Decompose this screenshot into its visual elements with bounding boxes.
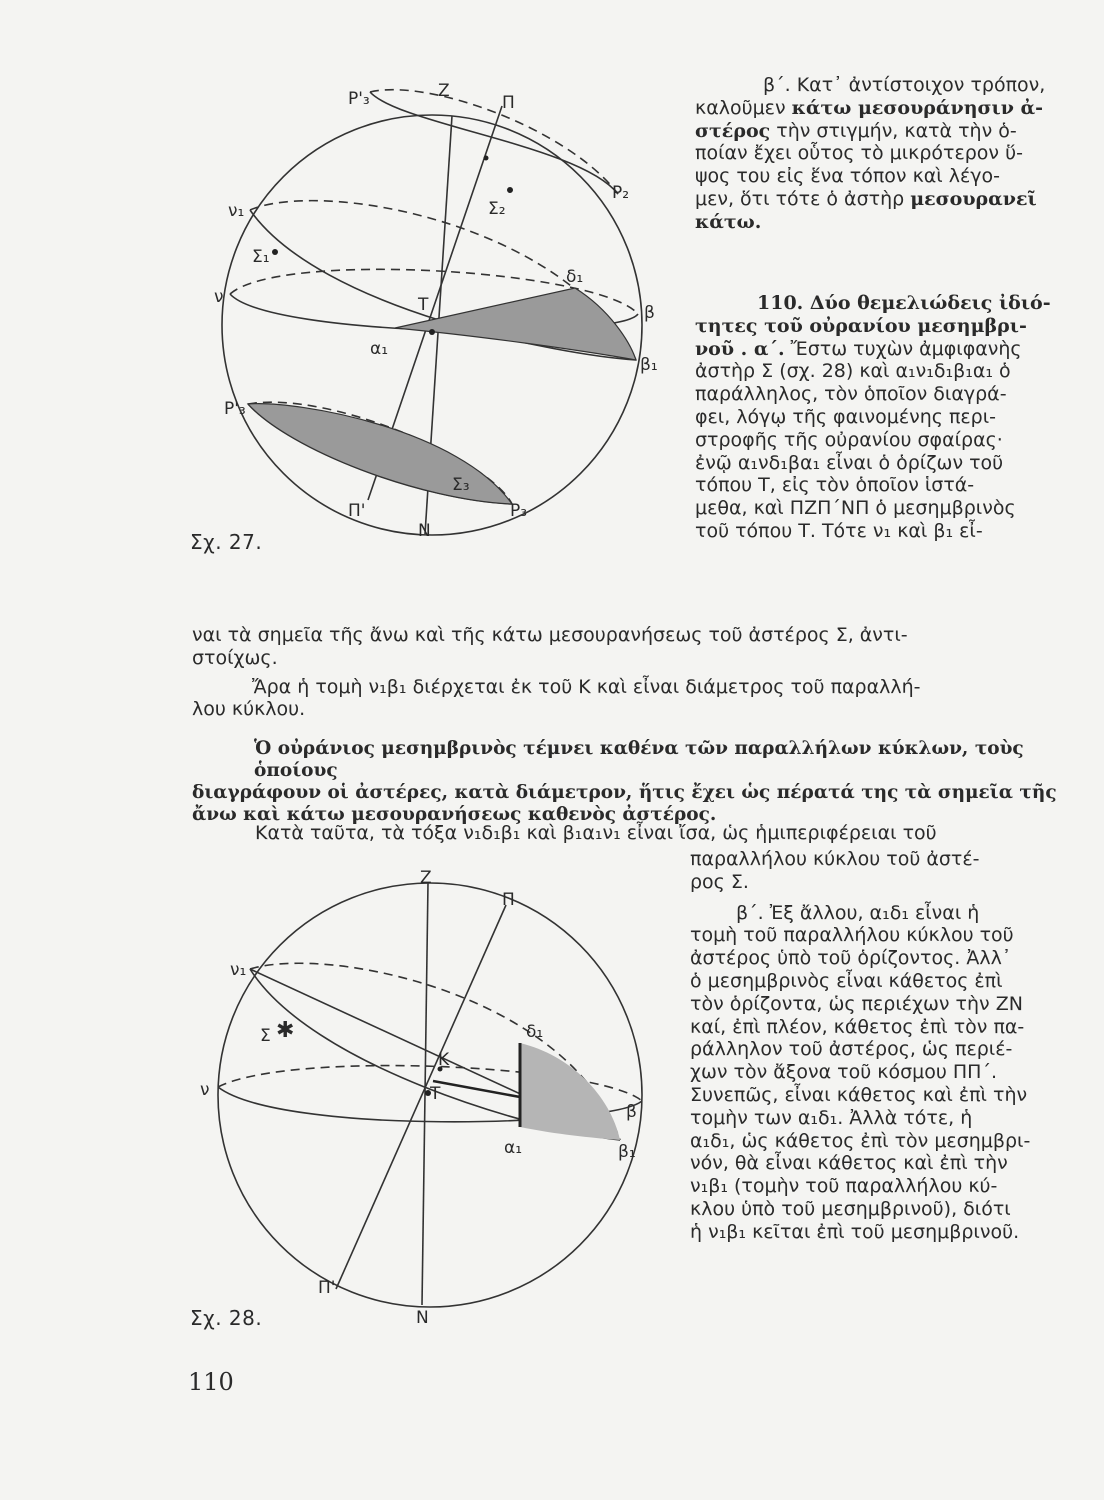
text-line: ναι τὰ σημεῖα τῆς ἄνω καὶ τῆς κάτω μεσουρανήσεως τοῦ ἀστέρος Σ, ἀντι- (192, 624, 908, 646)
section-heading: 110. Δύο θεμελιώδεις ἰδιό- (757, 292, 1051, 314)
text-line: λου κύκλου. (192, 698, 306, 721)
text-line: β΄. Κατ᾽ ἀντίστοιχον τρόπον, (763, 74, 1046, 96)
label-zenith: Z (438, 81, 450, 101)
label-delta1: δ₁ (526, 1022, 544, 1042)
text-line: ἡ ν₁β₁ κεῖται ἐπὶ τοῦ μεσημβρινοῦ. (690, 1220, 1020, 1243)
text-line: Συνεπῶς, εἶναι κάθετος καὶ ἐπὶ τὴν (690, 1083, 1028, 1106)
text-line: ἀστέρος ὑπὸ τοῦ ὁρίζοντος. Ἀλλ᾽ (690, 947, 1012, 970)
label-T: T (430, 1084, 441, 1104)
label-T: T (418, 295, 429, 315)
text-line: τομὴ τοῦ παραλλήλου κύκλου τοῦ (690, 924, 1014, 947)
label-beta: β (644, 303, 655, 323)
star-sigma2-dot (507, 187, 513, 193)
label-P3-prime-top: P'₃ (348, 89, 370, 109)
figure-27-caption: Σχ. 27. (190, 530, 263, 554)
paragraph-beta-perpendicular (690, 848, 1080, 1244)
world-axis (336, 905, 506, 1289)
page-number: 110 (188, 1368, 234, 1396)
label-K: K (438, 1050, 450, 1070)
label-P2: P₂ (612, 183, 630, 203)
label-pole: Π (502, 890, 515, 910)
label-sigma2: Σ₂ (488, 199, 506, 219)
text-line: ρος Σ. (690, 870, 749, 893)
text-line: ἀστὴρ Σ (σχ. 28) καὶ α₁ν₁δ₁β₁α₁ ὁ (695, 360, 1011, 383)
text-line: χων τὸν ἄξονα τοῦ κόσμου ΠΠ΄. (690, 1061, 997, 1084)
label-pole-prime: Π' (318, 1278, 336, 1298)
theorem-line: διαγράφουν οἱ ἀστέρες, κατὰ διάμετρον, ἥτις ἔχει ὡς πέρατά της τὰ σημεῖα τῆς (192, 782, 1057, 803)
text-line: φει, λόγῳ τῆς φαινομένης περι- (695, 405, 997, 428)
text-line: μεν, ὅτι τότε ὁ ἀστὴρ μεσουρανεῖ (695, 187, 1037, 210)
text-line: παράλληλος, τὸν ὁποῖον διαγρά- (695, 383, 1007, 406)
shaded-segment (520, 1043, 620, 1140)
text-line: νοῦ . α΄. Ἔστω τυχὼν ἀμφιφανὴς (695, 337, 1022, 360)
text-line: στέρος τὴν στιγμήν, κατὰ τὴν ὁ- (695, 119, 1017, 142)
parallel-sigma2-back (370, 90, 618, 194)
label-beta1: β₁ (640, 355, 658, 375)
paragraph-arcs-equal (255, 822, 1075, 845)
label-alpha1: α₁ (370, 339, 389, 359)
label-P3: P₃ (510, 501, 528, 521)
label-nu1: ν₁ (228, 201, 245, 221)
label-nu1: ν₁ (230, 960, 247, 980)
text-line: καλοῦμεν κάτω μεσουράνησιν ἀ- (695, 96, 1044, 119)
shaded-segment-delta1 (395, 288, 636, 360)
figure-28 (190, 865, 660, 1325)
label-sigma3: Σ₃ (452, 475, 470, 495)
star-sigma1-dot (272, 249, 278, 255)
figure-27-diagram (200, 70, 670, 550)
text-line: β΄. Ἐξ ἄλλου, α₁δ₁ εἶναι ἡ (736, 901, 980, 924)
text-line: στροφῆς τῆς οὐρανίου σφαίρας· (695, 428, 1003, 451)
text-line: νόν, θὰ εἶναι κάθετος καὶ ἐπὶ τὴν (690, 1152, 1008, 1175)
label-sigma-star: Σ (260, 1026, 271, 1046)
label-pole-prime: Π' (348, 501, 366, 521)
theorem-line: Ὁ οὐράνιος μεσημβρινὸς τέμνει καθένα τῶν παραλλήλων κύκλων, τοὺς ὁποίους (254, 738, 1024, 781)
text-line: στοίχως. (192, 646, 278, 669)
paragraph-beta-lower-culmination (695, 74, 1075, 234)
label-P3-prime: P'₃ (224, 399, 246, 419)
text-line: μεθα, καὶ ΠΖΠ΄ΝΠ ὁ μεσημβρινὸς (695, 497, 1016, 520)
label-pole: Π (502, 93, 515, 113)
label-nu: ν (214, 287, 224, 307)
star-sigma-asterisk: ✱ (276, 1018, 295, 1043)
theorem-statement (192, 738, 1072, 826)
label-beta1: β₁ (618, 1142, 636, 1162)
section-110 (695, 292, 1075, 543)
figure-28-diagram (190, 865, 660, 1325)
text-line: ν₁β₁ (τομὴν τοῦ παραλλήλου κύ- (690, 1175, 998, 1198)
label-sigma1: Σ₁ (252, 247, 270, 267)
text-line: τόπου Τ, εἰς τὸν ὁποῖον ἱστά- (695, 474, 975, 497)
text-line: α₁δ₁, ὡς κάθετος ἐπὶ τὸν μεσημβρι- (690, 1129, 1031, 1152)
label-delta1: δ₁ (566, 267, 584, 287)
label-nadir: N (416, 1308, 429, 1325)
text-line: κάτω. (695, 210, 762, 233)
section-heading: τητες τοῦ οὐρανίου μεσημβρι- (695, 314, 1027, 337)
text-line: τοῦ τόπου Τ. Τότε ν₁ καὶ β₁ εἶ- (695, 519, 983, 542)
text-line: ἐνῷ α₁νδ₁βα₁ εἶναι ὁ ὁρίζων τοῦ (695, 451, 1004, 474)
figure-27 (200, 70, 670, 550)
theorem-line: ἄνω καὶ κάτω μεσουρανήσεως καθενὸς ἀστέρος. (192, 804, 717, 825)
label-alpha1: α₁ (504, 1138, 523, 1158)
text-line: κλου ὑπὸ τοῦ μεσημβρινοῦ), διότι (690, 1197, 1011, 1220)
text-line: ψος του εἰς ἕνα τόπον καὶ λέγο- (695, 165, 1000, 188)
text-line: Κατὰ ταῦτα, τὰ τόξα ν₁δ₁β₁ καὶ β₁α₁ν₁ εἶναι ἴσα, ὡς ἡμιπεριφέρειαι τοῦ (255, 822, 937, 844)
figure-28-caption: Σχ. 28. (190, 1306, 263, 1330)
text-line: ὁ μεσημβρινὸς εἶναι κάθετος ἐπὶ (690, 969, 1003, 992)
parallel-sigma2-front (370, 92, 618, 194)
text-line: Ἄρα ἡ τομὴ ν₁β₁ διέρχεται ἐκ τοῦ Κ καὶ εἶναι διάμετρος τοῦ παραλλή- (252, 675, 921, 698)
point-dot (484, 156, 489, 161)
full-width-paragraph (192, 624, 1072, 721)
text-line: ράλληλον τοῦ ἀστέρος, ὡς περιέ- (690, 1038, 1013, 1061)
text-line: τομὴν των α₁δ₁. Ἀλλὰ τότε, ἡ (690, 1106, 973, 1129)
label-zenith: Z (420, 868, 432, 888)
label-beta: β (626, 1102, 637, 1122)
label-nadir: N (418, 521, 431, 541)
observer-T-dot (429, 329, 435, 335)
shaded-segment-sigma3 (248, 404, 512, 504)
text-line: παραλλήλου κύκλου τοῦ ἀστέ- (690, 848, 980, 870)
text-line: καί, ἐπὶ πλέον, κάθετος ἐπὶ τὸν πα- (690, 1015, 1025, 1038)
text-line: τὸν ὁρίζοντα, ὡς περιέχων τὴν ΖΝ (690, 992, 1023, 1015)
text-line: ποίαν ἔχει οὗτος τὸ μικρότερον ὕ- (695, 142, 1023, 165)
label-nu: ν (200, 1080, 210, 1100)
